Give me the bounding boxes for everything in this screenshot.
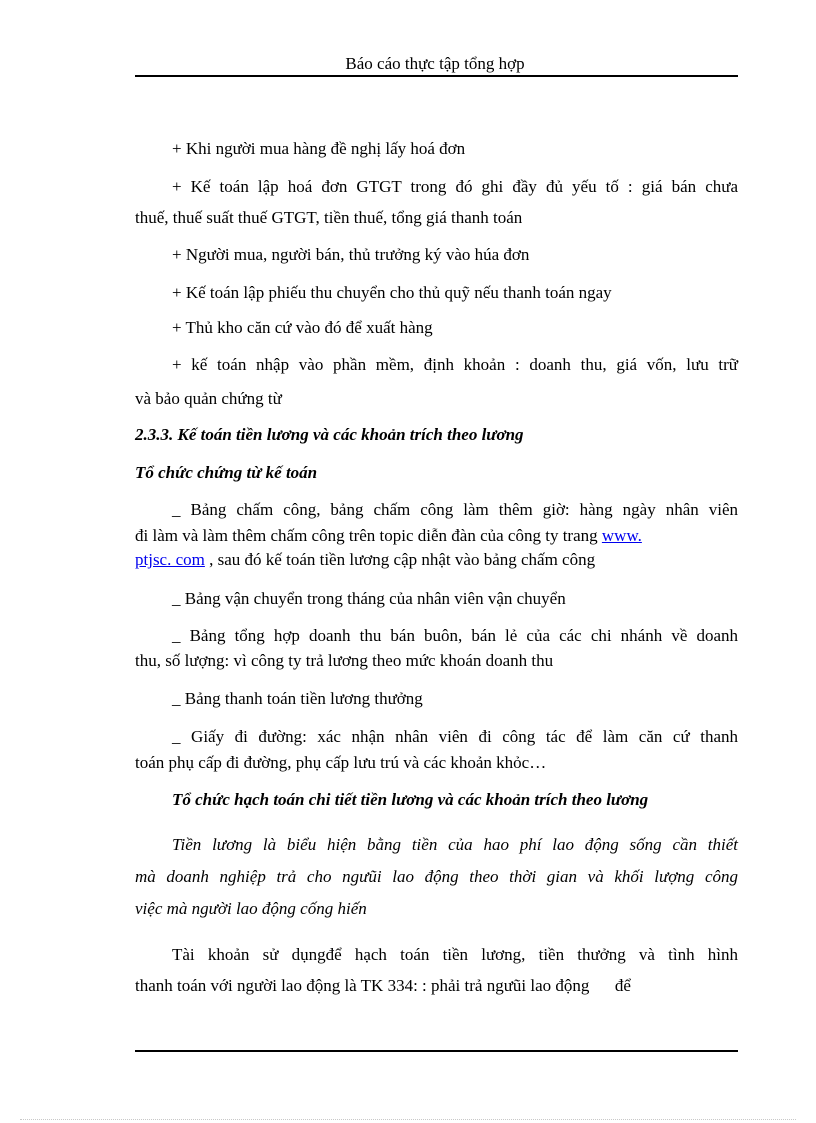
line-bullet-2b: thuế, thuế suất thuế GTGT, tiền thuế, tổng giá thanh toán <box>135 208 523 227</box>
para-revenue-a: _ Bảng tổng hợp doanh thu bán buôn, bán lẻ của các chi nhánh về doanh <box>172 626 738 645</box>
line-bullet-6a: + kế toán nhập vào phần mềm, định khoản : doanh thu, giá vốn, lưu trữ <box>172 355 738 374</box>
line-bullet-6b: và bảo quản chứng từ <box>135 389 282 408</box>
website-link-part2[interactable]: ptjsc. com <box>135 550 205 569</box>
italic-definition-3: việc mà người lao động cống hiến <box>135 899 367 918</box>
subheading-documents: Tổ chức chứng từ kế toán <box>135 463 318 482</box>
para-timesheet-b <box>135 523 738 548</box>
para-payroll: _ Bảng thanh toán tiền lương thưởng <box>172 689 423 708</box>
line-bullet-5: + Thủ kho căn cứ vào đó để xuất hàng <box>172 318 433 337</box>
line-bullet-2a: + Kế toán lập hoá đơn GTGT trong đó ghi đầy đủ yếu tố : giá bán chưa <box>172 177 738 196</box>
subheading-accounting: Tổ chức hạch toán chi tiết tiền lương và các khoản trích theo lương <box>172 790 649 809</box>
para-timesheet-a: _ Bảng chấm công, bảng chấm công làm thêm giờ: hàng ngày nhân viên <box>172 500 738 519</box>
para-timesheet-b-text: đi làm và làm thêm chấm công trên topic diễn đàn của công ty trang <box>135 526 598 545</box>
para-account-a: Tài khoản sử dụngđể hạch toán tiền lương, tiền thưởng và tình hình <box>172 945 738 964</box>
italic-definition-1: Tiền lương là biểu hiện bằng tiền của hao phí lao động sống cần thiết <box>172 835 738 854</box>
para-timesheet-c-text: , sau đó kế toán tiền lương cập nhật vào bảng chấm công <box>209 550 596 569</box>
para-transport: _ Bảng vận chuyển trong tháng của nhân viên vận chuyển <box>172 589 566 608</box>
para-travel-a: _ Giấy đi đường: xác nhận nhân viên đi công tác để làm căn cứ thanh <box>172 727 738 746</box>
footer-rule <box>135 1050 738 1052</box>
page-edge-dots <box>20 1119 796 1120</box>
para-revenue-b: thu, số lượng: vì công ty trả lương theo mức khoán doanh thu <box>135 651 554 670</box>
section-heading: 2.3.3. Kế toán tiền lương và các khoản trích theo lương <box>135 425 524 444</box>
line-bullet-4: + Kế toán lập phiếu thu chuyển cho thủ quỹ nếu thanh toán ngay <box>172 283 612 302</box>
para-account-b: thanh toán với người lao động là TK 334: : phải trả ngưũi lao động để <box>135 976 631 995</box>
website-link-part1[interactable]: www. <box>601 526 642 545</box>
para-travel-b: toán phụ cấp đi đường, phụ cấp lưu trú và các khoản khỏc… <box>135 753 547 772</box>
line-bullet-3: + Người mua, người bán, thủ trưởng ký vào húa đơn <box>172 245 530 264</box>
page-header-title: Báo cáo thực tập tổng hợp <box>345 54 525 73</box>
header-rule <box>135 75 738 77</box>
italic-definition-2: mà doanh nghiệp trả cho ngưũi lao động theo thời gian và khối lượng công <box>135 867 738 886</box>
para-timesheet-c <box>135 547 738 572</box>
line-bullet-1: + Khi người mua hàng đề nghị lấy hoá đơn <box>172 139 466 158</box>
